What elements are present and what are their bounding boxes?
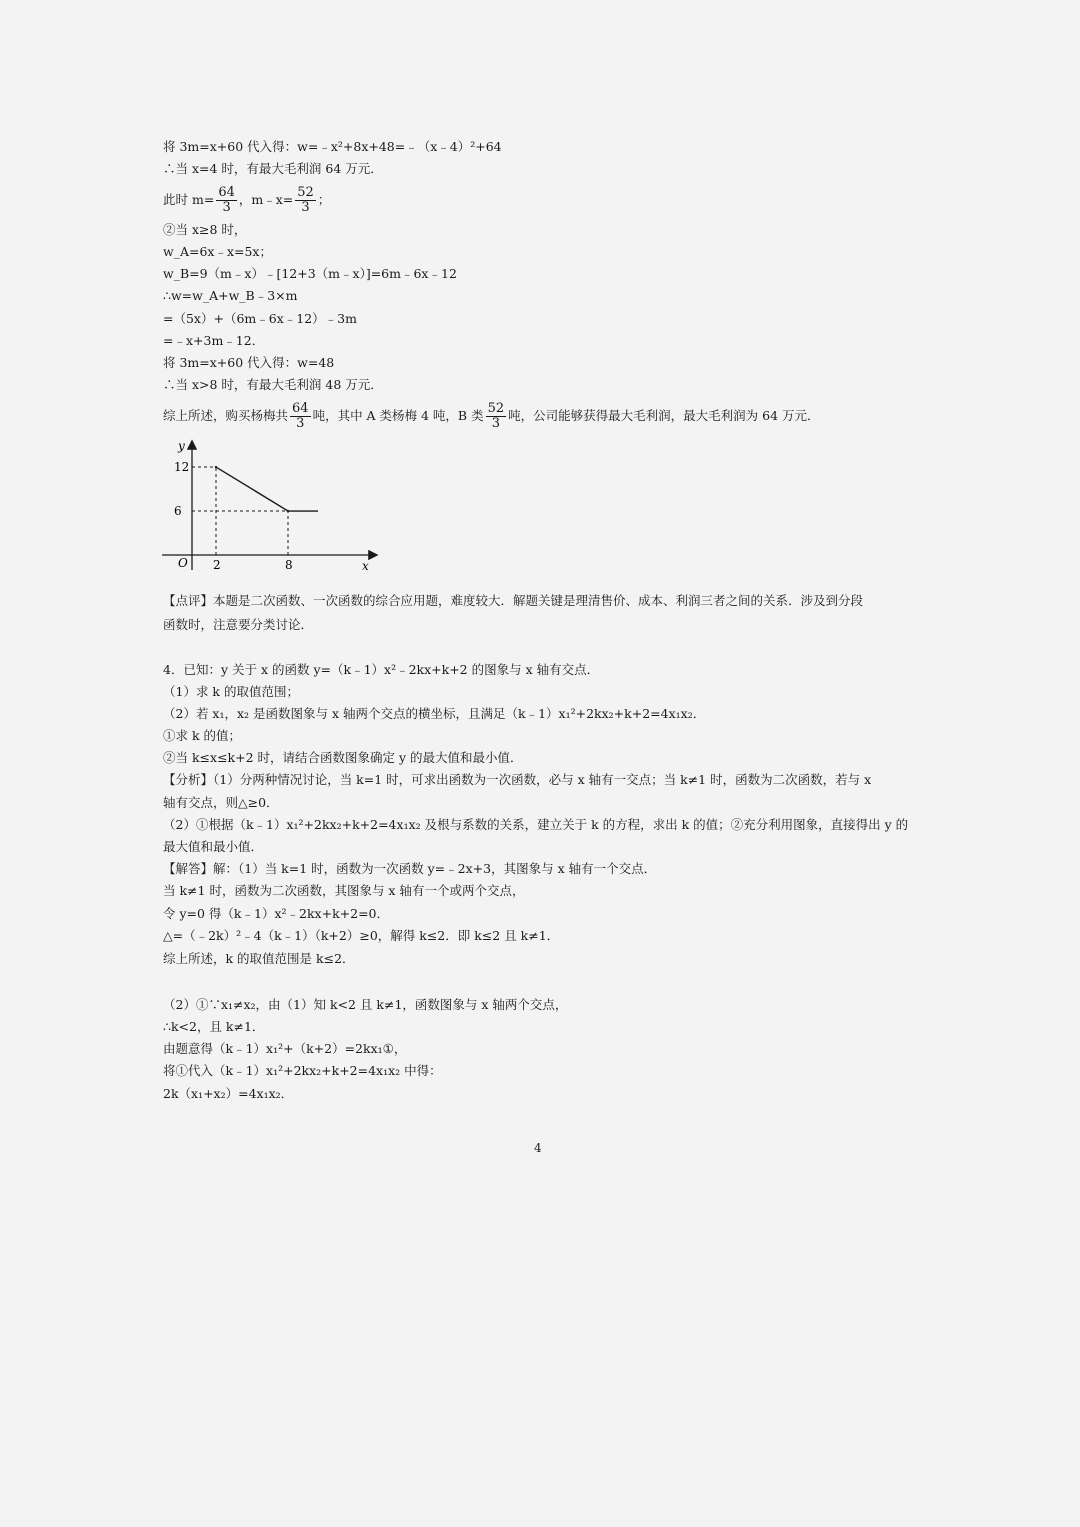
fraction [486,402,507,431]
text-line: =（5x）+（6m﹣6x﹣12）﹣3m [163,311,357,326]
text-fragment: ，m﹣x= [238,192,294,207]
text-line: △=（﹣2k）²﹣4（k﹣1）（k+2）≥0，解得 k≤2．即 k≤2 且 k≠1． [163,928,560,943]
text-line: ∴k<2，且 k≠1． [163,1019,265,1034]
text-line: ∴当 x=4 时，有最大毛利润 64 万元． [163,161,383,176]
y-axis-label: y [178,439,185,453]
text-line: 将①代入（k﹣1）x₁²+2kx₂+k+2=4x₁x₂ 中得： [163,1063,442,1078]
text-fragment: 吨，其中 A 类杨梅 4 吨，B 类 [312,408,484,423]
data-point [287,510,289,512]
x-tick-label: 2 [213,558,221,572]
text-line: 【点评】本题是二次函数、一次函数的综合应用题，难度较大．解题关键是理清售价、成本、利润三者之间的关系．涉及到分段 [163,593,864,608]
text-fragment: 综上所述，购买杨梅共 [163,408,289,423]
origin-label: O [178,556,188,570]
text-fragment: 此时 m= [163,192,215,207]
fraction-denominator: 3 [491,416,501,431]
text-line: ∴w=w_A+w_B﹣3×m [163,288,298,303]
text-line: 函数时，注意要分类讨论． [163,617,314,632]
text-line: （2）①根据（k﹣1）x₁²+2kx₂+k+2=4x₁x₂ 及根与系数的关系，建立关于 k 的方程，求出 k 的值；②充分利用图象，直接得出 y 的 [163,817,909,832]
y-tick-label: 6 [174,504,182,519]
text-line: 轴有交点，则△≥0． [163,795,279,810]
text-line: w_B=9（m﹣x）﹣[12+3（m﹣x）]=6m﹣6x﹣12 [163,266,457,281]
text-line: 2k（x₁+x₂）=4x₁x₂． [163,1086,294,1101]
fraction-denominator: 3 [301,200,310,215]
page-number: 4 [534,1141,542,1155]
text-fragment: 吨，公司能够获得最大毛利润，最大毛利润为 64 万元． [508,408,820,423]
text-line: 将 3m=x+60 代入得：w=48 [163,355,335,370]
text-line: 由题意得（k﹣1）x₁²+（k+2）=2kx₁①， [163,1041,407,1056]
text-line: w_A=6x﹣x=5x； [163,244,272,259]
text-line-with-fractions [163,186,330,215]
x-tick-label: 8 [285,558,293,572]
text-line: 将 3m=x+60 代入得：w=﹣x²+8x+48=﹣（x﹣4）²+64 [163,139,502,154]
text-line: ∴当 x>8 时，有最大毛利润 48 万元． [163,377,383,392]
text-line: ②当 x≥8 时， [163,222,247,237]
fraction [216,186,237,215]
text-line: ②当 k≤x≤k+2 时，请结合函数图象确定 y 的最大值和最小值． [163,750,523,765]
text-fragment: ； [317,192,331,207]
text-line: 最大值和最小值． [163,839,264,854]
fraction [290,402,311,431]
x-axis-label: x [362,559,369,573]
guide-lines [192,467,288,555]
text-line: （2）若 x₁，x₂ 是函数图象与 x 轴两个交点的横坐标，且满足（k﹣1）x₁²+2kx₂+k+2=4x₁x₂． [163,706,706,721]
y-tick-label: 12 [174,460,190,475]
text-line: 令 y=0 得（k﹣1）x²﹣2kx+k+2=0． [163,906,390,921]
data-point [215,466,217,468]
fraction [295,186,316,215]
text-line: （1）求 k 的取值范围； [163,684,299,699]
fraction-denominator: 3 [222,200,231,215]
text-line: 【解答】解：（1）当 k=1 时，函数为一次函数 y=﹣2x+3，其图象与 x 轴有一个交点． [163,861,657,876]
text-line: 当 k≠1 时，函数为二次函数，其图象与 x 轴有一个或两个交点， [163,883,525,898]
text-line: 4．已知：y 关于 x 的函数 y=（k﹣1）x²﹣2kx+k+2 的图象与 x 轴有交点． [163,662,600,677]
text-line: =﹣x+3m﹣12． [163,333,265,348]
text-line: 综上所述，k 的取值范围是 k≤2． [163,951,355,966]
text-line: ①求 k 的值； [163,728,242,743]
fraction-numerator: 52 [297,185,314,200]
piecewise-function-graph [150,436,390,576]
data-series [215,466,318,512]
text-line-with-fractions [163,402,820,431]
fraction-numerator: 64 [292,401,309,416]
fraction-denominator: 3 [296,416,305,431]
text-line: 【分析】（1）分两种情况讨论，当 k=1 时，可求出函数为一次函数，必与 x 轴有一交点；当 k≠1 时，函数为二次函数，若与 x [163,772,872,787]
series-line [216,467,318,511]
text-line: （2）①∵x₁≠x₂，由（1）知 k<2 且 k≠1，函数图象与 x 轴两个交点， [163,997,568,1012]
fraction-numerator: 64 [218,185,235,200]
fraction-numerator: 52 [487,401,505,416]
